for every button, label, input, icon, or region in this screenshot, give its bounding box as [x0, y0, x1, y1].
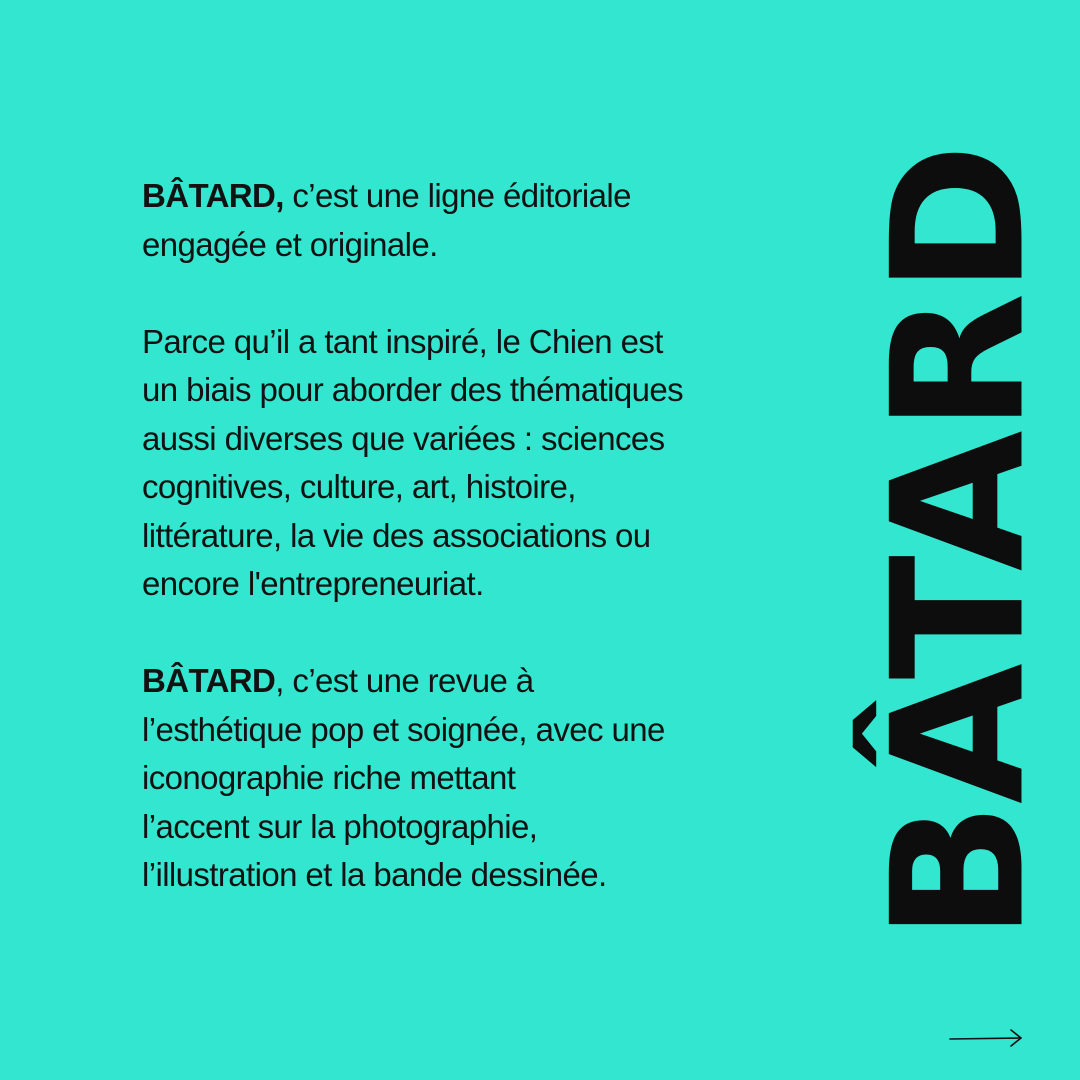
brand-name: BÂTARD [142, 662, 276, 699]
paragraph-text: c’est une ligne éditoriale engagée et originale. [142, 177, 631, 263]
paragraph-aesthetic [142, 657, 782, 900]
brand-name: BÂTARD, [142, 177, 284, 214]
arrow-right-icon[interactable] [948, 1024, 1024, 1052]
text-content [142, 172, 782, 900]
paragraph-editorial-line [142, 172, 782, 269]
paragraph-text: , c’est une revue à l’esthétique pop et soignée, avec une iconographie riche mettant l’accent sur la photographie, l’illustration et la bande dessinée. [142, 662, 665, 893]
vertical-logo [852, 85, 1064, 1000]
logo-wordmark: BÂTARD [852, 144, 1064, 941]
paragraph-themes: Parce qu’il a tant inspiré, le Chien est un biais pour aborder des thématiques aussi diverses que variées : sciences cognitives, culture, art, histoire, littérature, la vie des associations ou encore l'entrepreneuriat. [142, 322, 683, 602]
